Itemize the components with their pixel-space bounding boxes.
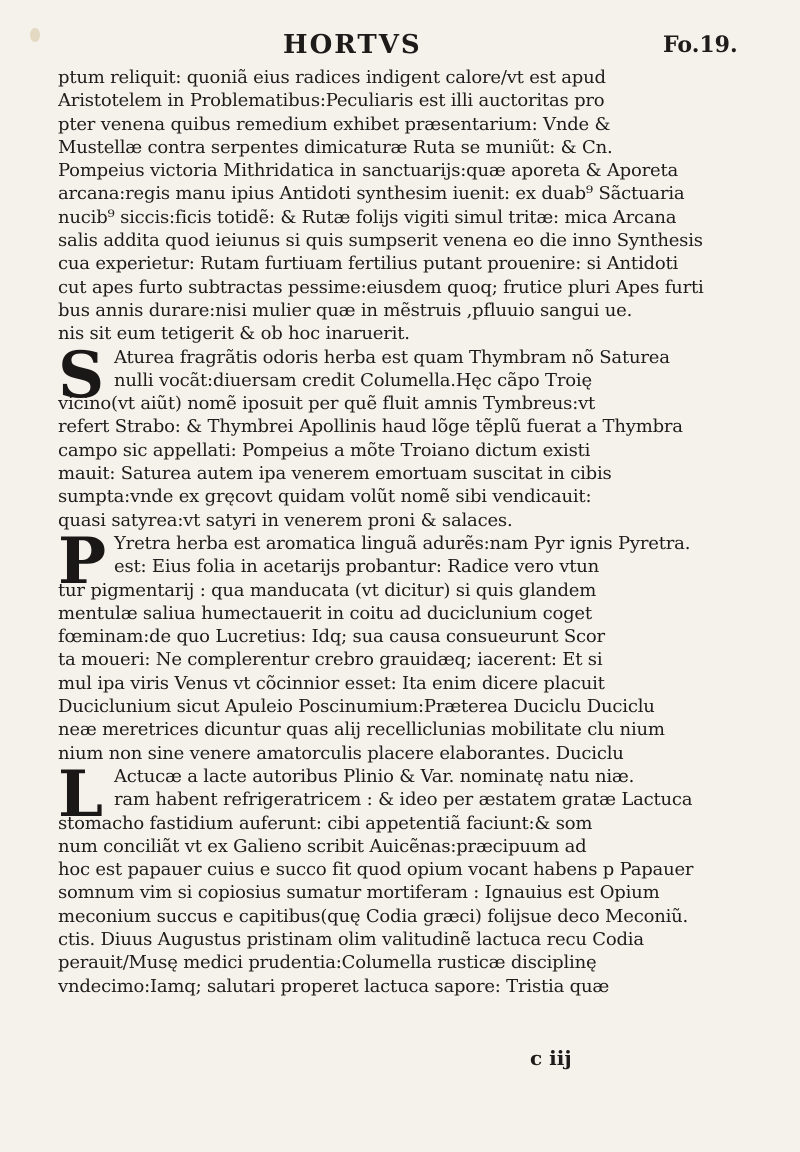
text-line: nulli vocãt:diuersam credit Columella.Hęc cãpo Troię	[114, 369, 592, 391]
text-line: Yretra herba est aromatica linguã adurẽs:nam Pyr ignis Pyretra.	[114, 532, 691, 554]
text-line: stomacho fastidium auferunt: cibi appetentiã faciunt:& som	[58, 812, 593, 834]
text-line: ta moueri: Ne complerentur crebro grauidæq; iacerent: Et si	[58, 649, 603, 671]
text-line: bus annis durare:nisi mulier quæ in mẽstruis ,pfluuio sangui ue.	[58, 299, 633, 321]
text-line: ptum reliquit: quoniã eius radices indigent calore/vt est apud	[58, 67, 606, 88]
text-line: vicino(vt aiũt) nomẽ iposuit per quẽ fluit amnis Tymbreus:vt	[58, 393, 596, 415]
running-title: HORTVS	[283, 30, 422, 60]
text-line: Aturea fragrãtis odoris herba est quam Thymbram nõ Saturea	[114, 346, 670, 368]
text-line: pter venena quibus remedium exhibet præsentarium: Vnde &	[58, 113, 611, 135]
text-line: cua experietur: Rutam furtiuam fertilius putant prouenire: si Antidoti	[58, 253, 679, 275]
text-line: salis addita quod ieiunus si quis sumpserit venena eo die inno Synthesis	[58, 230, 703, 252]
text-line: mentulæ saliua humectauerit in coitu ad duciclunium coget	[58, 602, 592, 624]
initial-p: P	[58, 523, 107, 599]
text-line: num conciliãt vt ex Galieno scribit Auicẽnas:præcipuum ad	[58, 835, 587, 857]
initial-l: L	[58, 756, 103, 832]
page-header	[0, 24, 800, 64]
text-line: ctis. Diuus Augustus pristinam olim valitudinẽ lactuca recu Codia	[58, 928, 644, 950]
text-line: neæ meretrices dicuntur quas alij recelliclunias mobilitate clu nium	[58, 719, 665, 741]
text-line: est: Eius folia in acetarijs probantur: Radice vero vtun	[114, 556, 600, 578]
text-line: Actucæ a lacte autoribus Plinio & Var. nominatę natu niæ.	[114, 765, 635, 787]
text-line: refert Strabo: & Thymbrei Apollinis haud lõge tẽplũ fuerat a Thymbra	[58, 416, 683, 438]
initial-s: S	[58, 337, 105, 413]
text-line: Mustellæ contra serpentes dimicaturæ Ruta se muniũt: & Cn.	[58, 136, 613, 158]
folio-number: Fo.19.	[663, 32, 738, 58]
text-line: fœminam:de quo Lucretius: Idq; sua causa consueurunt Scor	[58, 626, 605, 648]
text-line: hoc est papauer cuius e succo fit quod opium vocant habens p Papauer	[58, 859, 694, 881]
text-line: nucib⁹ siccis:ficis totidẽ: & Rutæ folijs vigiti simul tritæ: mica Arcana	[58, 206, 677, 228]
text-block	[58, 66, 758, 998]
text-line: Duciclunium sicut Apuleio Poscinumium:Præterea Duciclu Duciclu	[58, 696, 655, 718]
text-line: vndecimo:Iamq; salutari properet lactuca sapore: Tristia quæ	[58, 975, 610, 997]
text-line: nium non sine venere amatorculis placere elaborantes. Duciclu	[58, 742, 624, 764]
signature-mark: c iij	[530, 1046, 572, 1070]
text-line: Aristotelem in Problematibus:Peculiaris est illi auctoritas pro	[58, 90, 605, 112]
text-line: quasi satyrea:vt satyri in venerem proni & salaces.	[58, 509, 513, 531]
text-line: nis sit eum tetigerit & ob hoc inaruerit.	[58, 323, 410, 345]
text-line: perauit/Musę medici prudentia:Columella rusticæ disciplinę	[58, 952, 597, 974]
text-line: sumpta:vnde ex gręcovt quidam volũt nomẽ sibi vendicauit:	[58, 486, 592, 508]
text-line: cut apes furto subtractas pessime:eiusdem quoq; frutice pluri Apes furti	[58, 276, 704, 298]
text-line: mauit: Saturea autem ipa venerem emortuam suscitat in cibis	[58, 463, 612, 485]
text-line: campo sic appellati: Pompeius a mõte Troiano dictum existi	[58, 439, 591, 461]
text-line: meconium succus e capitibus(quę Codia græci) folijsue deco Meconiũ.	[58, 905, 689, 927]
text-line: ram habent refrigeratricem : & ideo per æstatem gratæ Lactuca	[114, 789, 693, 811]
text-line: Pompeius victoria Mithridatica in sanctuarijs:quæ aporeta & Aporeta	[58, 160, 679, 182]
text-line: arcana:regis manu ipius Antidoti synthesim iuenit: ex duab⁹ Sãctuaria	[58, 183, 685, 205]
text-line: tur pigmentarij : qua manducata (vt dicitur) si quis glandem	[58, 579, 597, 601]
text-line: somnum vim si copiosius sumatur mortiferam : Ignauius est Opium	[58, 882, 660, 904]
text-line: mul ipa viris Venus vt cõcinnior esset: Ita enim dicere placuit	[58, 672, 605, 694]
